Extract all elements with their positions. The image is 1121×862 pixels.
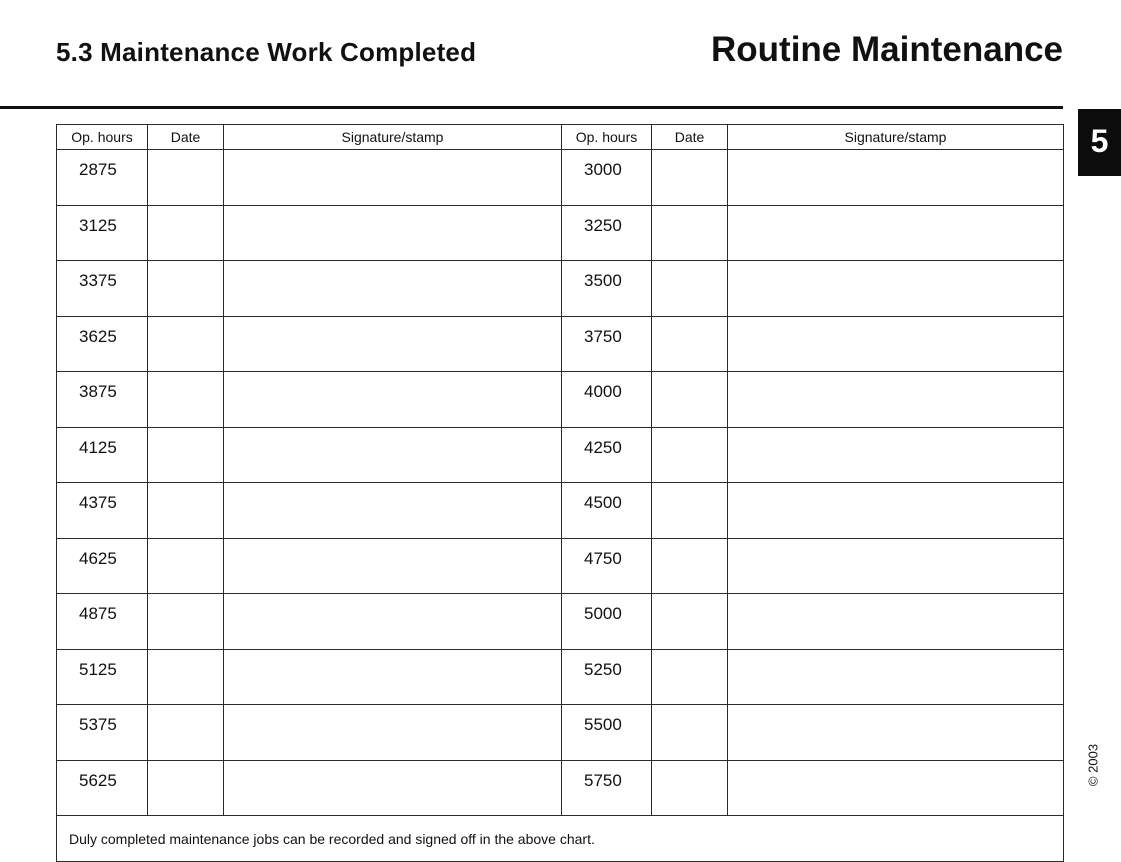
op-hours-cell: 5250 [562,649,652,705]
column-header-op-hours: Op. hours [57,125,148,150]
footer-note: Duly completed maintenance jobs can be recorded and signed off in the above chart. [57,816,1064,862]
signature-cell[interactable] [728,760,1064,816]
date-cell[interactable] [148,483,224,539]
date-cell[interactable] [652,538,728,594]
op-hours-cell: 3000 [562,150,652,206]
table-row [57,261,1064,317]
table-row [57,427,1064,483]
date-cell[interactable] [652,594,728,650]
column-header-date: Date [148,125,224,150]
table-row [57,150,1064,206]
date-cell[interactable] [652,649,728,705]
signature-cell[interactable] [224,705,562,761]
date-cell[interactable] [652,483,728,539]
date-cell[interactable] [148,538,224,594]
maintenance-log-table [56,124,1064,862]
date-cell[interactable] [148,261,224,317]
date-cell[interactable] [148,316,224,372]
signature-cell[interactable] [728,427,1064,483]
signature-cell[interactable] [224,594,562,650]
column-header-signature-2: Signature/stamp [728,125,1064,150]
op-hours-cell: 3625 [57,316,148,372]
op-hours-cell: 5750 [562,760,652,816]
date-cell[interactable] [148,372,224,428]
table-body [57,150,1064,816]
date-cell[interactable] [652,205,728,261]
date-cell[interactable] [148,705,224,761]
signature-cell[interactable] [728,205,1064,261]
date-cell[interactable] [652,705,728,761]
chapter-tab: 5 [1078,109,1121,176]
op-hours-cell: 2875 [57,150,148,206]
op-hours-cell: 4625 [57,538,148,594]
op-hours-cell: 5625 [57,760,148,816]
header-divider [0,106,1063,109]
signature-cell[interactable] [224,538,562,594]
op-hours-cell: 5000 [562,594,652,650]
signature-cell[interactable] [224,316,562,372]
table-row [57,483,1064,539]
signature-cell[interactable] [224,150,562,206]
date-cell[interactable] [148,649,224,705]
date-cell[interactable] [652,150,728,206]
op-hours-cell: 3250 [562,205,652,261]
op-hours-cell: 4875 [57,594,148,650]
date-cell[interactable] [148,205,224,261]
signature-cell[interactable] [728,538,1064,594]
table-row [57,649,1064,705]
signature-cell[interactable] [728,705,1064,761]
date-cell[interactable] [148,150,224,206]
column-header-op-hours-2: Op. hours [562,125,652,150]
table-row [57,760,1064,816]
column-header-date-2: Date [652,125,728,150]
op-hours-cell: 4500 [562,483,652,539]
op-hours-cell: 4250 [562,427,652,483]
op-hours-cell: 3875 [57,372,148,428]
signature-cell[interactable] [728,649,1064,705]
chapter-title: Routine Maintenance [711,30,1063,69]
op-hours-cell: 5125 [57,649,148,705]
table-row [57,705,1064,761]
date-cell[interactable] [148,427,224,483]
signature-cell[interactable] [728,316,1064,372]
table-header-row [57,125,1064,150]
date-cell[interactable] [652,316,728,372]
table-row [57,372,1064,428]
op-hours-cell: 3750 [562,316,652,372]
date-cell[interactable] [652,261,728,317]
date-cell[interactable] [652,372,728,428]
signature-cell[interactable] [224,372,562,428]
signature-cell[interactable] [224,427,562,483]
date-cell[interactable] [148,760,224,816]
op-hours-cell: 4125 [57,427,148,483]
op-hours-cell: 4750 [562,538,652,594]
table-row [57,594,1064,650]
copyright-notice: © 2003 [1085,743,1101,787]
signature-cell[interactable] [728,483,1064,539]
op-hours-cell: 5375 [57,705,148,761]
table-row [57,538,1064,594]
date-cell[interactable] [652,427,728,483]
signature-cell[interactable] [728,150,1064,206]
signature-cell[interactable] [728,261,1064,317]
column-header-signature: Signature/stamp [224,125,562,150]
signature-cell[interactable] [224,205,562,261]
date-cell[interactable] [652,760,728,816]
signature-cell[interactable] [728,372,1064,428]
section-title: 5.3 Maintenance Work Completed [56,37,477,67]
table-row [57,205,1064,261]
op-hours-cell: 4375 [57,483,148,539]
signature-cell[interactable] [728,594,1064,650]
signature-cell[interactable] [224,261,562,317]
table-footer-row [57,816,1064,862]
op-hours-cell: 4000 [562,372,652,428]
op-hours-cell: 3125 [57,205,148,261]
op-hours-cell: 3500 [562,261,652,317]
date-cell[interactable] [148,594,224,650]
op-hours-cell: 3375 [57,261,148,317]
signature-cell[interactable] [224,760,562,816]
signature-cell[interactable] [224,649,562,705]
table-row [57,316,1064,372]
op-hours-cell: 5500 [562,705,652,761]
signature-cell[interactable] [224,483,562,539]
